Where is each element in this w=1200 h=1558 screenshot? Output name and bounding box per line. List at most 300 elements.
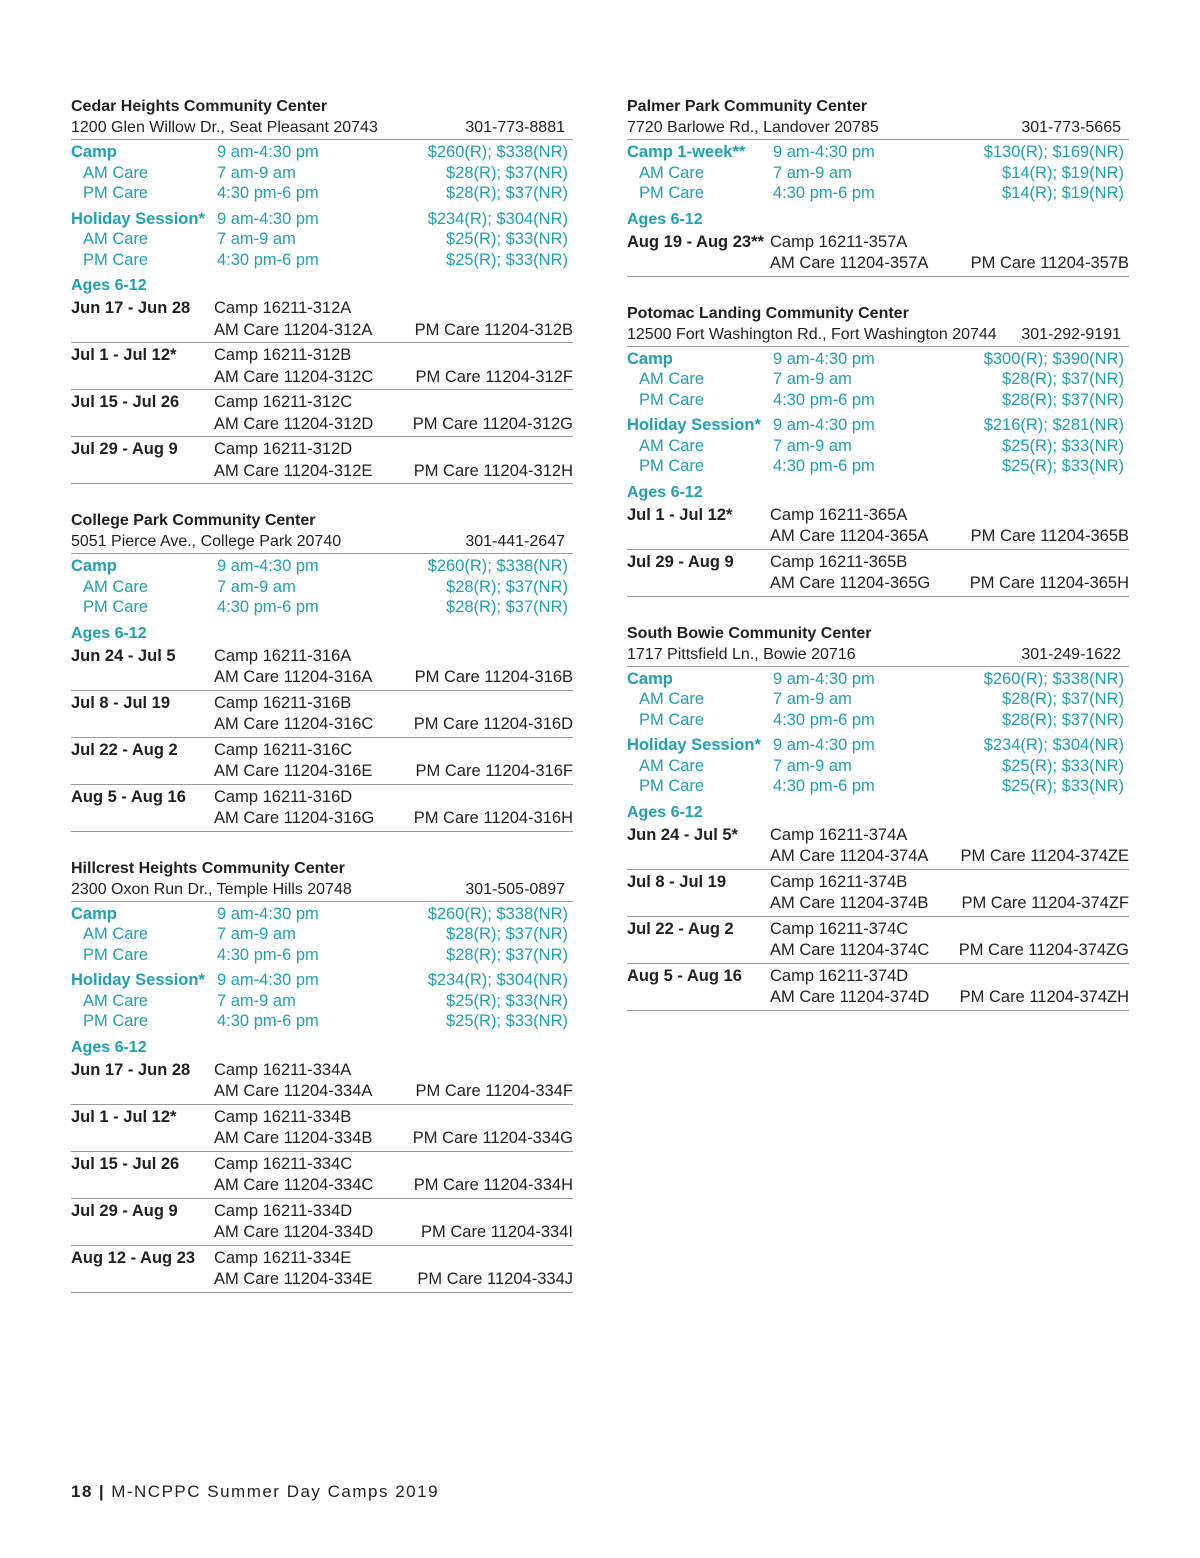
ages-label: Ages 6-12 (627, 483, 703, 501)
pricing-price: $14(R); $19(NR) (1002, 184, 1124, 202)
center-name: Potomac Landing Community Center (627, 304, 909, 322)
pricing-price: $25(R); $33(NR) (446, 250, 568, 269)
session-spacer (71, 667, 214, 689)
pricing-label: PM Care (83, 945, 149, 964)
pricing-time: 9 am-4:30 pm (217, 904, 319, 923)
session-row-care (627, 940, 1129, 962)
pricing-row (71, 597, 573, 618)
session-spacer (627, 940, 770, 962)
center-address: 2300 Oxon Run Dr., Temple Hills 20748 (71, 880, 352, 898)
center-name: Cedar Heights Community Center (71, 98, 328, 115)
pricing-row (627, 142, 1129, 163)
session-pm-care-code: PM Care 11204-334J (417, 1270, 573, 1288)
footer-title: M-NCPPC Summer Day Camps 2019 (111, 1482, 440, 1501)
session-pm-care-code: PM Care 11204-334G (412, 1129, 573, 1147)
center-phone: 301-441-2647 (465, 533, 565, 550)
pricing-time: 7 am-9 am (773, 756, 852, 775)
session-dates: Jun 17 - Jun 28 (71, 1060, 191, 1079)
pricing-price: $28(R); $37(NR) (1002, 690, 1124, 708)
session-camp-code: Camp 16211-374D (770, 966, 909, 985)
page-number: 18 (71, 1482, 93, 1501)
session-row-camp (71, 740, 573, 762)
session-camp-code: Camp 16211-357A (770, 232, 908, 251)
pricing-time: 7 am-9 am (773, 370, 852, 388)
center-address: 7720 Barlowe Rd., Landover 20785 (627, 119, 879, 136)
pricing-label: Holiday Session* (627, 416, 761, 434)
session-row-care (627, 846, 1129, 868)
pricing-label: Camp (71, 143, 117, 161)
session-spacer (71, 1175, 214, 1197)
session-am-care-code: AM Care 11204-374B (770, 894, 929, 912)
session-row-camp (71, 392, 573, 414)
session-entry (71, 1058, 573, 1105)
session-spacer (71, 808, 214, 830)
session-am-care-code: AM Care 11204-365A (770, 527, 929, 545)
pricing-time: 9 am-4:30 pm (773, 736, 875, 754)
session-row-care (627, 526, 1129, 548)
session-camp-code: Camp 16211-334B (214, 1107, 352, 1126)
pricing-time: 9 am-4:30 pm (773, 669, 875, 688)
pricing-time: 4:30 pm-6 pm (773, 390, 875, 409)
center-address: 12500 Fort Washington Rd., Fort Washington 20744 (627, 325, 997, 343)
pricing-price: $260(R); $338(NR) (427, 557, 568, 575)
pricing-row (627, 415, 1129, 436)
center-phone: 301-292-9191 (1021, 325, 1121, 343)
session-am-care-code: AM Care 11204-316C (214, 715, 374, 733)
session-dates: Jul 22 - Aug 2 (71, 740, 178, 759)
pricing-price: $28(R); $37(NR) (1002, 390, 1124, 409)
community-center-block (627, 96, 1129, 277)
session-spacer (71, 461, 214, 483)
pricing-label: PM Care (83, 184, 149, 202)
pricing-time: 7 am-9 am (773, 163, 852, 182)
session-row-care (71, 1081, 573, 1103)
session-entry (627, 823, 1129, 870)
pricing-time: 4:30 pm-6 pm (217, 598, 319, 616)
pricing-row (71, 970, 573, 991)
session-am-care-code: AM Care 11204-334B (214, 1129, 373, 1147)
pricing-row (627, 776, 1129, 797)
center-phone: 301-773-5665 (1021, 119, 1121, 136)
session-row-camp (627, 552, 1129, 574)
pricing-time: 4:30 pm-6 pm (773, 184, 875, 202)
session-dates: Jul 1 - Jul 12* (627, 505, 733, 524)
session-camp-code: Camp 16211-316A (214, 646, 352, 665)
session-row-care (71, 761, 573, 783)
session-am-care-code: AM Care 11204-357A (770, 254, 929, 272)
pricing-time: 7 am-9 am (217, 925, 296, 943)
pricing-row (71, 209, 573, 230)
session-camp-code: Camp 16211-316B (214, 693, 352, 712)
center-address-line (627, 644, 1129, 667)
session-row-care (627, 987, 1129, 1009)
session-am-care-code: AM Care 11204-334C (214, 1176, 374, 1194)
session-pm-care-code: PM Care 11204-357B (970, 254, 1129, 272)
pricing-price: $25(R); $33(NR) (1002, 756, 1124, 775)
pricing-row (627, 183, 1129, 204)
pricing-price: $28(R); $37(NR) (446, 945, 568, 964)
session-dates: Jun 17 - Jun 28 (71, 299, 191, 317)
session-camp-code: Camp 16211-312B (214, 346, 352, 364)
session-am-care-code: AM Care 11204-374A (770, 847, 929, 865)
session-row-care (71, 320, 573, 342)
pricing-row (71, 904, 573, 925)
pricing-price: $25(R); $33(NR) (446, 230, 568, 248)
pricing-label: PM Care (83, 250, 149, 269)
session-dates: Jul 22 - Aug 2 (627, 919, 734, 938)
session-row-camp (71, 646, 573, 668)
session-entry (627, 503, 1129, 550)
pricing-row (627, 689, 1129, 710)
session-am-care-code: AM Care 11204-374C (770, 941, 930, 959)
session-row-camp (71, 693, 573, 715)
pricing-time: 7 am-9 am (217, 230, 296, 248)
session-dates: Jul 29 - Aug 9 (627, 552, 734, 571)
center-name: South Bowie Community Center (627, 624, 872, 642)
pricing-row (627, 436, 1129, 457)
left-column (71, 96, 573, 1319)
pricing-time: 4:30 pm-6 pm (773, 777, 875, 795)
pricing-price: $25(R); $33(NR) (1002, 457, 1124, 475)
session-spacer (71, 414, 214, 436)
session-row-care (71, 1175, 573, 1197)
session-pm-care-code: PM Care 11204-316D (413, 715, 573, 733)
pricing-price: $300(R); $390(NR) (983, 349, 1124, 368)
center-name: Palmer Park Community Center (627, 98, 868, 115)
session-entry (71, 390, 573, 437)
pricing-label: PM Care (83, 598, 149, 616)
session-am-care-code: AM Care 11204-312C (214, 367, 374, 386)
session-row-camp (71, 1060, 573, 1082)
session-am-care-code: AM Care 11204-334A (214, 1082, 373, 1100)
pricing-label: Holiday Session* (71, 209, 205, 228)
ages-label: Ages 6-12 (627, 803, 703, 821)
session-spacer (71, 1128, 214, 1150)
pricing-time: 9 am-4:30 pm (217, 971, 319, 989)
pricing-price: $28(R); $37(NR) (446, 925, 568, 943)
session-am-care-code: AM Care 11204-334D (214, 1223, 374, 1241)
session-entry (627, 870, 1129, 917)
session-dates: Jul 29 - Aug 9 (71, 440, 178, 458)
session-pm-care-code: PM Care 11204-312F (415, 367, 573, 386)
pricing-label: Holiday Session* (71, 971, 205, 989)
session-pm-care-code: PM Care 11204-334H (413, 1176, 573, 1194)
pricing-time: 9 am-4:30 pm (217, 557, 319, 575)
session-am-care-code: AM Care 11204-316G (214, 809, 375, 827)
session-row-camp (71, 298, 573, 320)
pricing-row (627, 710, 1129, 731)
session-camp-code: Camp 16211-334D (214, 1201, 353, 1220)
session-pm-care-code: PM Care 11204-312B (414, 320, 573, 339)
session-am-care-code: AM Care 11204-312A (214, 320, 373, 339)
pricing-time: 7 am-9 am (217, 991, 296, 1010)
session-camp-code: Camp 16211-334C (214, 1154, 353, 1173)
session-entry (71, 1105, 573, 1152)
session-pm-care-code: PM Care 11204-365H (969, 574, 1129, 592)
session-am-care-code: AM Care 11204-316E (214, 762, 373, 780)
pricing-label: PM Care (639, 710, 705, 729)
session-spacer (627, 253, 770, 275)
pricing-price: $216(R); $281(NR) (983, 416, 1124, 434)
pricing-row (71, 945, 573, 966)
session-entry (71, 1152, 573, 1199)
center-phone: 301-249-1622 (1021, 645, 1121, 663)
pricing-row (71, 556, 573, 577)
session-am-care-code: AM Care 11204-374D (770, 988, 930, 1006)
pricing-label: Camp (627, 669, 673, 688)
pricing-time: 4:30 pm-6 pm (773, 710, 875, 729)
session-am-care-code: AM Care 11204-312E (214, 461, 373, 480)
session-pm-care-code: PM Care 11204-334F (415, 1082, 573, 1100)
session-camp-code: Camp 16211-334E (214, 1248, 352, 1267)
pricing-row (71, 229, 573, 250)
session-row-camp (627, 919, 1129, 941)
session-camp-code: Camp 16211-374C (770, 919, 909, 938)
session-entry (627, 964, 1129, 1011)
pricing-label: AM Care (83, 230, 149, 248)
session-row-care (71, 1128, 573, 1150)
session-row-care (71, 461, 573, 483)
pricing-price: $234(R); $304(NR) (427, 209, 568, 228)
pricing-label: AM Care (83, 577, 149, 596)
session-pm-care-code: PM Care 11204-374ZG (958, 941, 1129, 959)
pricing-label: AM Care (83, 163, 149, 182)
session-camp-code: Camp 16211-374A (770, 825, 908, 844)
session-entry (627, 550, 1129, 597)
session-row-camp (71, 787, 573, 809)
session-dates: Jun 24 - Jul 5 (71, 646, 176, 665)
pricing-row (71, 1011, 573, 1032)
pricing-row (71, 991, 573, 1012)
pricing-time: 9 am-4:30 pm (773, 349, 875, 368)
pricing-price: $28(R); $37(NR) (446, 577, 568, 596)
session-row-care (71, 1222, 573, 1244)
session-am-care-code: AM Care 11204-334E (214, 1270, 373, 1288)
pricing-row (627, 349, 1129, 370)
session-row-camp (627, 966, 1129, 988)
pricing-price: $28(R); $37(NR) (446, 163, 568, 182)
pricing-row (627, 735, 1129, 756)
session-camp-code: Camp 16211-334A (214, 1060, 352, 1079)
session-entry (71, 691, 573, 738)
pricing-label: PM Care (639, 390, 705, 409)
session-dates: Jul 1 - Jul 12* (71, 346, 177, 364)
session-entry (71, 296, 573, 343)
center-address-line (71, 879, 573, 902)
session-row-camp (627, 872, 1129, 894)
center-address-line (627, 117, 1129, 140)
pricing-label: AM Care (639, 370, 705, 388)
community-center-block (627, 623, 1129, 1011)
pricing-price: $260(R); $338(NR) (983, 669, 1124, 688)
session-camp-code: Camp 16211-312A (214, 299, 352, 317)
ages-label: Ages 6-12 (627, 210, 703, 228)
session-spacer (71, 761, 214, 783)
session-camp-code: Camp 16211-312C (214, 393, 353, 411)
community-center-block (627, 303, 1129, 597)
session-pm-care-code: PM Care 11204-312G (412, 414, 573, 433)
session-row-camp (71, 1154, 573, 1176)
session-spacer (627, 573, 770, 595)
session-dates: Jul 8 - Jul 19 (627, 872, 727, 891)
pricing-time: 4:30 pm-6 pm (217, 1012, 319, 1030)
pricing-price: $260(R); $338(NR) (427, 143, 568, 161)
session-spacer (71, 367, 214, 389)
pricing-label: Camp (627, 349, 673, 368)
session-pm-care-code: PM Care 11204-312H (413, 461, 573, 480)
pricing-row (627, 669, 1129, 690)
session-row-camp (71, 439, 573, 461)
session-pm-care-code: PM Care 11204-316F (415, 762, 573, 780)
pricing-label: Camp (71, 557, 117, 575)
pricing-row (71, 250, 573, 271)
session-entry (627, 917, 1129, 964)
pricing-row (627, 390, 1129, 411)
session-pm-care-code: PM Care 11204-316B (414, 668, 573, 686)
session-row-care (71, 414, 573, 436)
pricing-label: PM Care (639, 184, 705, 202)
footer-separator: | (98, 1482, 106, 1501)
session-entry (627, 230, 1129, 277)
session-spacer (627, 893, 770, 915)
session-camp-code: Camp 16211-316C (214, 740, 353, 759)
pricing-price: $25(R); $33(NR) (1002, 777, 1124, 795)
pricing-label: Holiday Session* (627, 736, 761, 754)
session-row-camp (71, 1201, 573, 1223)
session-row-camp (71, 1248, 573, 1270)
pricing-price: $25(R); $33(NR) (1002, 436, 1124, 455)
pricing-price: $28(R); $37(NR) (1002, 710, 1124, 729)
pricing-time: 9 am-4:30 pm (773, 143, 875, 161)
session-row-care (71, 367, 573, 389)
community-center-block (71, 510, 573, 832)
pricing-row (627, 163, 1129, 184)
center-address: 5051 Pierce Ave., College Park 20740 (71, 533, 342, 550)
pricing-time: 4:30 pm-6 pm (773, 457, 875, 475)
pricing-time: 7 am-9 am (217, 577, 296, 596)
pricing-label: AM Care (83, 925, 149, 943)
community-center-block (71, 858, 573, 1293)
pricing-price: $14(R); $19(NR) (1002, 163, 1124, 182)
page-footer (71, 1482, 439, 1502)
pricing-price: $260(R); $338(NR) (427, 904, 568, 923)
session-camp-code: Camp 16211-374B (770, 872, 908, 891)
session-dates: Aug 5 - Aug 16 (71, 787, 186, 806)
session-pm-care-code: PM Care 11204-334I (421, 1223, 573, 1241)
pricing-row (71, 183, 573, 204)
pricing-time: 4:30 pm-6 pm (217, 945, 319, 964)
pricing-time: 4:30 pm-6 pm (217, 184, 319, 202)
pricing-time: 9 am-4:30 pm (217, 143, 319, 161)
session-pm-care-code: PM Care 11204-374ZE (960, 847, 1129, 865)
pricing-row (71, 142, 573, 163)
session-am-care-code: AM Care 11204-316A (214, 668, 373, 686)
session-row-care (627, 253, 1129, 275)
center-address-line (71, 117, 573, 140)
pricing-row (71, 577, 573, 598)
session-row-camp (71, 1107, 573, 1129)
pricing-price: $234(R); $304(NR) (983, 736, 1124, 754)
session-row-care (71, 808, 573, 830)
session-entry (71, 1246, 573, 1293)
session-am-care-code: AM Care 11204-312D (214, 414, 374, 433)
session-row-care (627, 573, 1129, 595)
pricing-label: AM Care (639, 690, 705, 708)
pricing-label: Camp 1-week** (627, 143, 746, 161)
pricing-price: $28(R); $37(NR) (446, 184, 568, 202)
pricing-price: $28(R); $37(NR) (1002, 370, 1124, 388)
session-camp-code: Camp 16211-365A (770, 505, 908, 524)
community-center-block (71, 96, 573, 484)
session-spacer (71, 320, 214, 342)
session-row-camp (627, 505, 1129, 527)
session-spacer (71, 1081, 214, 1103)
session-spacer (71, 1222, 214, 1244)
pricing-label: PM Care (639, 777, 705, 795)
session-spacer (627, 846, 770, 868)
session-spacer (71, 714, 214, 736)
session-row-care (627, 893, 1129, 915)
session-dates: Jul 15 - Jul 26 (71, 1154, 180, 1173)
pricing-time: 7 am-9 am (217, 163, 296, 182)
pricing-time: 7 am-9 am (773, 690, 852, 708)
session-camp-code: Camp 16211-365B (770, 552, 908, 571)
center-phone: 301-773-8881 (465, 119, 565, 136)
session-row-camp (627, 232, 1129, 254)
session-spacer (627, 526, 770, 548)
pricing-label: PM Care (639, 457, 705, 475)
session-spacer (627, 987, 770, 1009)
session-entry (71, 785, 573, 832)
pricing-price: $25(R); $33(NR) (446, 1012, 568, 1030)
session-row-care (71, 714, 573, 736)
center-address: 1200 Glen Willow Dr., Seat Pleasant 20743 (71, 119, 378, 136)
pricing-row (627, 456, 1129, 477)
session-entry (71, 738, 573, 785)
pricing-price: $25(R); $33(NR) (446, 991, 568, 1010)
pricing-label: AM Care (639, 436, 705, 455)
center-name: College Park Community Center (71, 512, 316, 529)
session-dates: Jul 15 - Jul 26 (71, 393, 180, 411)
session-pm-care-code: PM Care 11204-374ZH (959, 988, 1129, 1006)
pricing-price: $130(R); $169(NR) (983, 143, 1124, 161)
pricing-time: 9 am-4:30 pm (773, 416, 875, 434)
center-address: 1717 Pittsfield Ln., Bowie 20716 (627, 645, 856, 663)
session-pm-care-code: PM Care 11204-374ZF (961, 894, 1129, 912)
pricing-price: $234(R); $304(NR) (427, 971, 568, 989)
right-column (627, 96, 1129, 1037)
ages-label: Ages 6-12 (71, 1038, 147, 1056)
session-dates: Jul 29 - Aug 9 (71, 1201, 178, 1220)
pricing-time: 4:30 pm-6 pm (217, 250, 319, 269)
session-dates: Aug 12 - Aug 23 (71, 1248, 196, 1267)
session-dates: Aug 5 - Aug 16 (627, 966, 742, 985)
pricing-time: 7 am-9 am (773, 436, 852, 455)
pricing-label: Camp (71, 904, 117, 923)
session-row-camp (627, 825, 1129, 847)
pricing-row (71, 163, 573, 184)
session-dates: Jun 24 - Jul 5* (627, 825, 738, 844)
session-row-camp (71, 345, 573, 367)
session-camp-code: Camp 16211-312D (214, 440, 353, 458)
session-entry (71, 343, 573, 390)
session-entry (71, 437, 573, 484)
center-name: Hillcrest Heights Community Center (71, 859, 345, 877)
ages-label: Ages 6-12 (71, 277, 147, 294)
session-row-care (71, 667, 573, 689)
session-row-care (71, 1269, 573, 1291)
pricing-row (627, 756, 1129, 777)
